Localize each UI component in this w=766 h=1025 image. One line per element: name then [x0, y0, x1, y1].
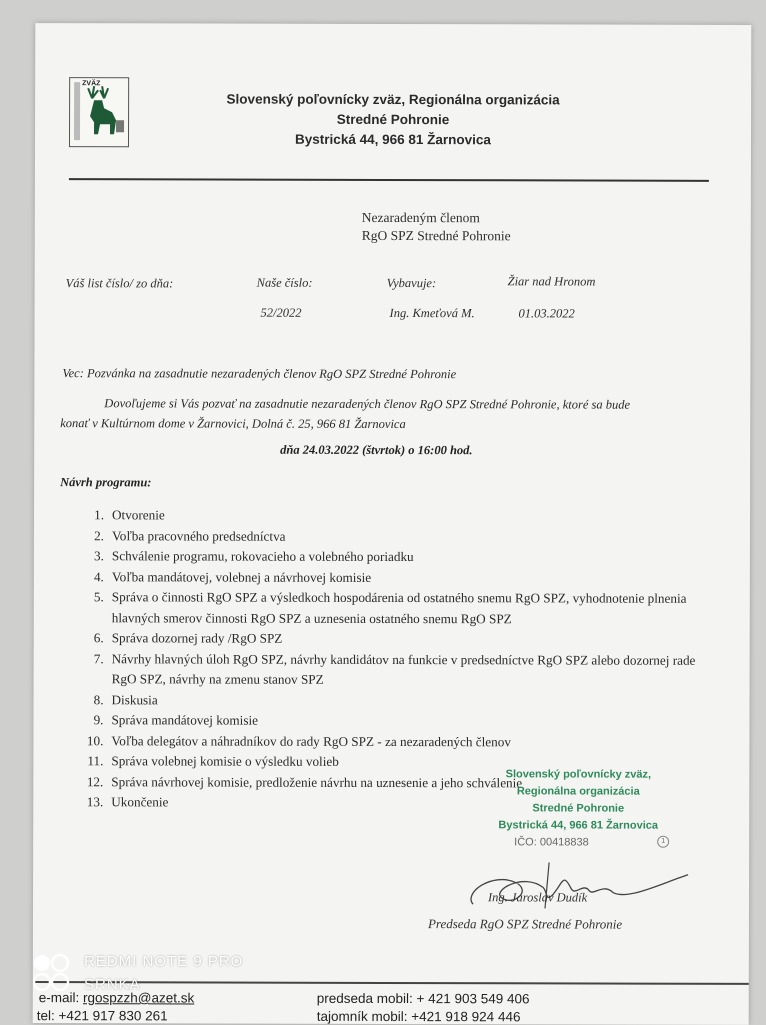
program-item-text: Schválenie programu, rokovacieho a volebného poriadku	[111, 548, 414, 565]
org-address: Bystrická 44, 966 81 Žarnovica	[295, 131, 491, 148]
program-item-number	[80, 608, 104, 629]
our-ref-label: Naše číslo:	[256, 275, 313, 290]
program-item-number: 8.	[93, 691, 104, 707]
program-item	[80, 649, 740, 671]
program-item	[79, 710, 739, 732]
header-divider	[69, 178, 709, 182]
program-item-text: Otvorenie	[112, 507, 165, 523]
program-item-number: 12.	[86, 773, 104, 789]
letter-paper	[33, 23, 752, 1025]
program-item-number: 5.	[93, 589, 104, 605]
program-item-text: Ukončenie	[111, 794, 169, 810]
program-item-number: 11.	[87, 753, 104, 769]
handled-by-label: Vybavuje:	[386, 275, 437, 291]
signer-name: Ing. Jaroslav Dudík	[488, 890, 588, 905]
logo-text: ZVÄZ	[82, 80, 101, 88]
organization-stamp	[463, 766, 693, 835]
watermark-device: REDMI NOTE 9 PRO	[84, 953, 244, 970]
handled-by-value: Ing. Kmeťová M.	[389, 305, 475, 321]
program-item	[80, 567, 740, 589]
program-item-text: Voľba mandátovej, volebnej a návrhovej komisie	[111, 568, 372, 585]
program-item	[80, 526, 740, 548]
your-ref-label: Váš list číslo/ zo dňa:	[65, 276, 174, 291]
program-item-text: Správa návrhovej komisie, predloženie návrhu na uznesenie a jeho schválenie	[111, 773, 523, 790]
letter-date: 01.03.2022	[518, 306, 575, 321]
place: Žiar nad Hronom	[507, 274, 596, 289]
program-item-number	[80, 669, 104, 690]
invitation-line2: konať v Kultúrnom dome v Žarnovici, Dolná č. 25, 966 81 Žarnovica	[60, 416, 406, 432]
program-item	[80, 546, 740, 568]
program-item-number: 3.	[94, 548, 104, 564]
stamp-line4: Bystrická 44, 966 81 Žarnovica	[498, 819, 659, 832]
email-link[interactable]: rgospzzh@azet.sk	[83, 990, 195, 1006]
program-item-text: Správa volebnej komisie o výsledku volieb	[111, 753, 339, 769]
invitation-line1: Dovoľujeme si Vás pozvať na zasadnutie nezaradených členov RgO SPZ Stredné Pohronie, ktoré sa bude	[104, 396, 631, 412]
footer-secretary-mobile: tajomník mobil: +421 918 924 446	[316, 1008, 521, 1025]
camera-watermark-icon	[32, 953, 78, 993]
program-item-text: Voľba delegátov a náhradníkov do rady RgO SPZ - za nezaradených členov	[111, 732, 511, 749]
our-ref-value: 52/2022	[260, 305, 302, 320]
stamp-ico: IČO: 00418838	[514, 836, 589, 849]
program-item-number: 6.	[93, 630, 104, 646]
footer-chair-mobile: predseda mobil: + 421 903 549 406	[316, 990, 530, 1007]
program-item-text: hlavných smerov činnosti RgO SPZ a uznesenia ostatného snemu RgO SPZ	[111, 609, 512, 626]
program-item-number: 2.	[94, 527, 104, 543]
camera-watermark	[84, 950, 243, 996]
program-item-number: 9.	[93, 712, 104, 728]
program-item	[79, 731, 739, 753]
program-item	[80, 669, 740, 691]
program-item-text: Správa mandátovej komisie	[111, 712, 259, 728]
stamp-line1: Slovenský poľovnícky zväz,	[505, 768, 652, 781]
email-label: e-mail:	[38, 990, 80, 1006]
org-region: Stredné Pohronie	[336, 111, 450, 128]
program-item	[80, 505, 740, 527]
subject-line: Vec: Pozvánka na zasadnutie nezaradených členov RgO SPZ Stredné Pohronie	[62, 366, 457, 382]
signer-role: Predseda RgO SPZ Stredné Pohronie	[427, 916, 623, 932]
program-item-number: 1.	[94, 507, 105, 523]
program-item-text: RgO SPZ, návrhy na zmenu stanov SPZ	[111, 671, 324, 687]
footer-tel: tel: +421 917 830 261	[36, 1008, 168, 1024]
meeting-date: dňa 24.03.2022 (štvrtok) o 16:00 hod.	[280, 442, 473, 458]
stamp-line3: Stredné Pohronie	[532, 802, 625, 815]
program-item-text: Správa dozornej rady /RgO SPZ	[111, 630, 283, 646]
stamp-line2: Regionálna organizácia	[516, 785, 640, 798]
program-item	[80, 608, 740, 630]
program-item	[80, 628, 740, 650]
program-title: Návrh programu:	[60, 475, 152, 490]
program-item-number: 13.	[86, 794, 104, 810]
program-item	[80, 690, 740, 712]
stamp-circle-number: 1	[657, 836, 669, 848]
addressee-line1: Nezaradeným členom	[361, 209, 480, 226]
program-item-number: 7.	[93, 650, 104, 666]
program-item-number: 10.	[86, 732, 104, 748]
program-item-text: Správa o činnosti RgO SPZ a výsledkoch hospodárenia od ostatného snemu RgO SPZ, vyhodnotenie plnenia	[111, 589, 687, 606]
addressee-line2: RgO SPZ Stredné Pohronie	[361, 227, 511, 244]
program-item-text: Diskusia	[111, 691, 158, 707]
watermark-author: SRNKA	[84, 976, 141, 993]
program-item	[80, 587, 740, 609]
program-item-text: Voľba pracovného predsedníctva	[111, 527, 286, 544]
program-item-number: 4.	[93, 568, 104, 584]
program-item-text: Návrhy hlavných úloh RgO SPZ, návrhy kandidátov na funkcie v predsedníctve RgO SPZ alebo dozornej rade	[111, 650, 696, 668]
org-name: Slovenský poľovnícky zväz, Regionálna organizácia	[226, 91, 560, 108]
